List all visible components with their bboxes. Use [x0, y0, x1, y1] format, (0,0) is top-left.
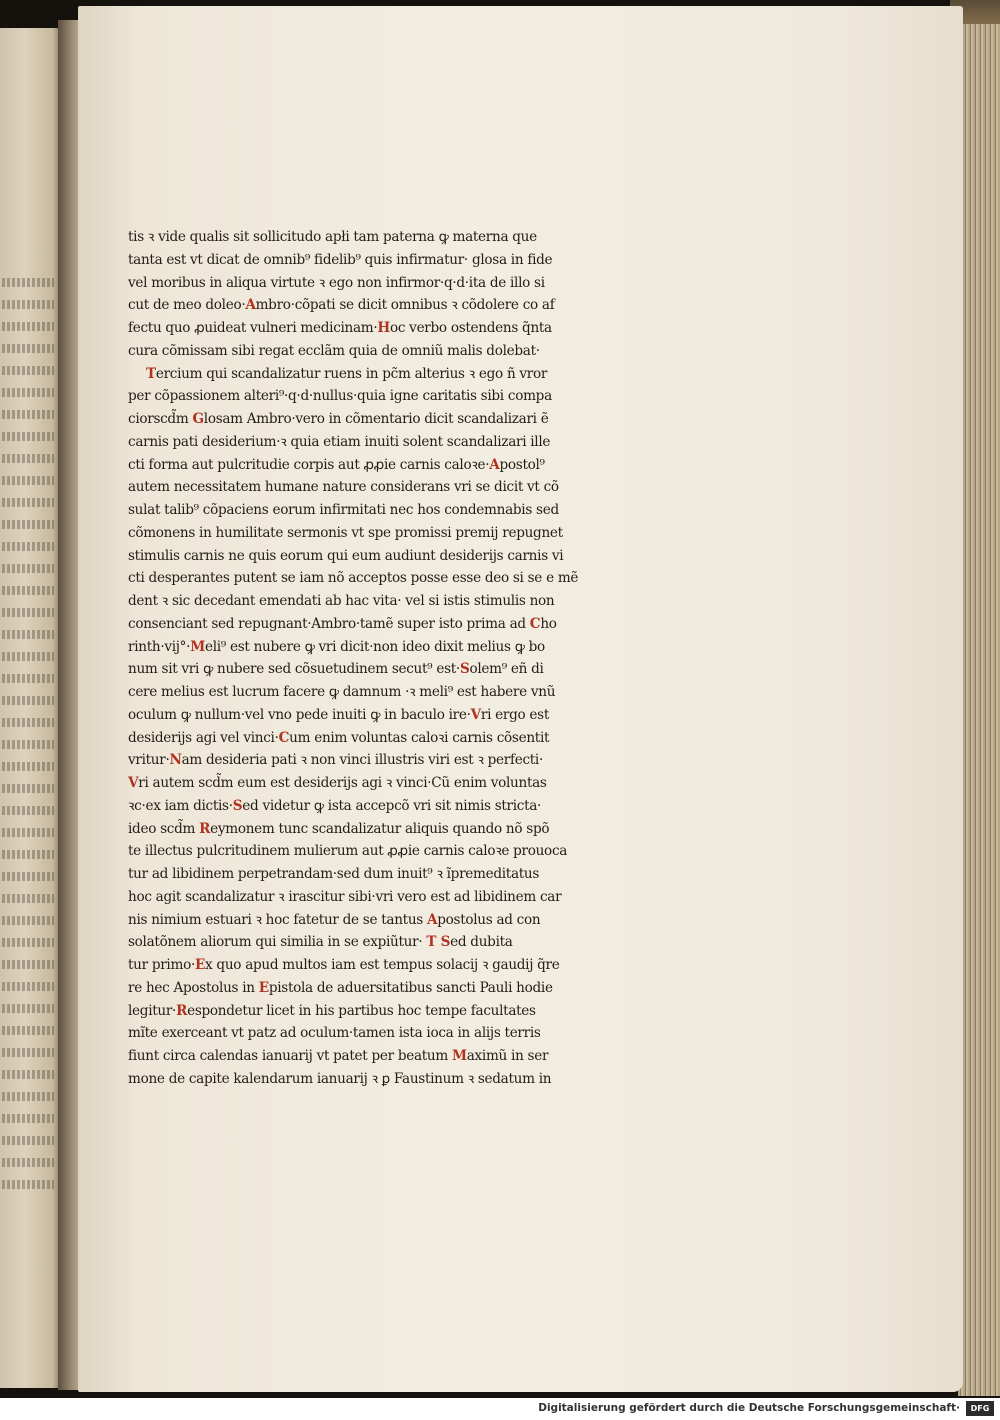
- line-text: nis nimium estuari ꝛ hoc fatetur de se tantus: [128, 911, 427, 928]
- line-text-continuation: ho: [540, 615, 557, 632]
- line-text-continuation: oc verbo ostendens q̃nta: [389, 320, 552, 336]
- line-text-continuation: ercium qui scandalizatur ruens in pc̃m alterius ꝛ ego ñ vror: [155, 365, 548, 382]
- line-text: cõmonens in humilitate sermonis vt spe promissi premij repugnet: [128, 524, 563, 541]
- text-line: [128, 795, 740, 818]
- left-page-text-fragment: [2, 498, 54, 507]
- left-page-text-fragment: [2, 784, 54, 793]
- text-line: [128, 727, 740, 750]
- left-page-text-fragment: [2, 1180, 54, 1189]
- line-text-continuation: olem⁹ eñ di: [469, 661, 544, 678]
- text-line: [128, 522, 740, 545]
- text-line: [128, 658, 740, 681]
- left-facing-page: [0, 28, 62, 1388]
- text-line: [128, 272, 740, 295]
- rubricated-initial: V: [470, 706, 481, 723]
- line-text-continuation: ed dubita: [450, 934, 513, 951]
- left-page-text-fragment: [2, 1114, 54, 1123]
- text-line: [128, 363, 740, 386]
- text-line: [128, 1022, 740, 1045]
- text-line: [128, 294, 740, 317]
- line-text: hoc agit scandalizatur ꝛ irascitur sibi·vri vero est ad libidinem car: [128, 888, 562, 905]
- left-page-text-fragment: [2, 850, 54, 859]
- left-page-text-fragment: [2, 696, 54, 705]
- line-text: cut de meo doleo·: [128, 297, 246, 314]
- line-text: tur ad libidinem perpetrandam·sed dum inuit⁹ ꝛ ĩpremeditatus: [128, 866, 540, 882]
- line-text-continuation: um enim voluntas caloꝛi carnis cõsentit: [289, 729, 550, 746]
- text-line: [128, 1045, 740, 1068]
- text-line: [128, 249, 740, 272]
- line-text: cere melius est lucrum facere ꝙ damnum ·ꝛ meli⁹ est habere vnũ: [128, 684, 556, 700]
- left-page-text-fragment: [2, 410, 54, 419]
- left-page-text-fragment: [2, 718, 54, 727]
- left-page-text-fragment: [2, 454, 54, 463]
- text-line: [128, 954, 740, 977]
- line-text-continuation: eli⁹ est nubere ꝙ vri dicit·non ideo dixit melius ꝙ bo: [204, 638, 545, 655]
- left-page-text-fragment: [2, 652, 54, 661]
- text-column: [128, 226, 740, 1091]
- rubricated-initial: C: [529, 615, 541, 632]
- line-text: dent ꝛ sic decedant emendati ab hac vita· vel si istis stimulis non: [128, 593, 555, 609]
- line-text: cura cõmissam sibi regat ecclãm quia de omniũ malis dolebat·: [128, 342, 540, 359]
- footer-bar: [0, 1398, 1000, 1420]
- left-page-text-fragment: [2, 916, 54, 925]
- left-page-text-fragment: [2, 1158, 54, 1167]
- text-line: [128, 863, 740, 886]
- text-line: [128, 340, 740, 363]
- line-text: tur primo·: [128, 957, 195, 973]
- left-page-text-fragment: [2, 278, 54, 287]
- left-page-text-fragment: [2, 1048, 54, 1057]
- left-page-text-fragment: [2, 982, 54, 991]
- line-text: stimulis carnis ne quis eorum qui eum audiunt desiderijs carnis vi: [128, 547, 564, 564]
- text-line: [128, 226, 740, 249]
- left-page-text-fragment: [2, 894, 54, 903]
- left-page-text-fragment: [2, 608, 54, 617]
- rubricated-initial: V: [128, 775, 139, 791]
- text-line: [128, 704, 740, 727]
- text-line: [128, 454, 740, 477]
- left-page-text-fragment: [2, 586, 54, 595]
- line-text: num sit vri ꝙ nubere sed cõsuetudinem secut⁹ est·: [128, 661, 460, 678]
- rubricated-initial: A: [245, 297, 256, 314]
- rubricated-initial: C: [278, 729, 290, 746]
- left-page-text-fragment: [2, 322, 54, 331]
- text-line: [128, 840, 740, 863]
- line-text: tanta est vt dicat de omnib⁹ fidelib⁹ quis infirmatur· glosa in fide: [128, 251, 553, 268]
- text-line: [128, 749, 740, 772]
- left-page-text-fragment: [2, 872, 54, 881]
- line-text: rinth·vij°·: [128, 638, 191, 655]
- rubricated-initial: E: [194, 957, 206, 973]
- line-text-continuation: ed videtur ꝙ ista accepcõ vri sit nimis stricta·: [242, 797, 542, 814]
- rubricated-initial: N: [169, 752, 182, 769]
- line-text: consenciant sed repugnant·Ambro·tamẽ super isto prima ad: [128, 615, 530, 632]
- rubricated-initial: M: [452, 1048, 467, 1064]
- text-line: [128, 613, 740, 636]
- text-line: [128, 408, 740, 431]
- line-text-continuation: am desideria pati ꝛ non vinci illustris viri est ꝛ perfecti·: [181, 752, 544, 769]
- left-page-text-fragment: [2, 740, 54, 749]
- left-page-text-fragment: [2, 1004, 54, 1013]
- left-page-text-fragment: [2, 520, 54, 529]
- line-text: ꝛc·ex iam dictis·: [128, 797, 233, 814]
- line-text: ciorscd̃m: [128, 411, 193, 427]
- line-text: ideo scd̃m: [128, 820, 200, 837]
- left-page-text-fragment: [2, 476, 54, 485]
- line-text: desiderijs agi vel vinci·: [128, 729, 279, 746]
- line-text-continuation: losam Ambro·vero in cõmentario dicit scandalizari ẽ: [203, 411, 549, 427]
- left-page-text-fragment: [2, 344, 54, 353]
- line-text: sulat talib⁹ cõpaciens eorum infirmitati nec hos condemnabis sed: [128, 502, 559, 518]
- text-line: [128, 886, 740, 909]
- left-page-text-fragment: [2, 1026, 54, 1035]
- line-text-continuation: ri ergo est: [480, 706, 550, 723]
- line-text-continuation: postol⁹: [499, 456, 545, 473]
- line-text-continuation: mbro·cõpati se dicit omnibus ꝛ cõdolere co af: [255, 297, 555, 314]
- left-page-text-fragment: [2, 828, 54, 837]
- rubricated-initial: T: [146, 365, 156, 382]
- text-line: [128, 636, 740, 659]
- text-line: [128, 499, 740, 522]
- text-line: [128, 567, 740, 590]
- line-text-continuation: pistola de aduersitatibus sancti Pauli hodie: [268, 979, 553, 996]
- text-line: [128, 818, 740, 841]
- text-line: [128, 590, 740, 613]
- text-line: [128, 476, 740, 499]
- left-page-text-fragment: [2, 1136, 54, 1145]
- line-text: per cõpassionem alteri⁹·q·d·nullus·quia igne caritatis sibi compa: [128, 388, 552, 405]
- line-text: legitur·: [128, 1002, 177, 1019]
- rubricated-initial: G: [192, 411, 204, 427]
- line-text: solatõnem aliorum qui similia in se expiũtur·: [128, 934, 427, 951]
- funding-credit: Digitalisierung gefördert durch die Deutsche Forschungsgemeinschaft·: [538, 1402, 960, 1414]
- line-text: re hec Apostolus in: [128, 979, 259, 996]
- line-text-continuation: espondetur licet in his partibus hoc tempe facultates: [187, 1002, 536, 1019]
- rubricated-initial: H: [377, 320, 390, 336]
- text-line: [128, 431, 740, 454]
- left-page-text-fragment: [2, 630, 54, 639]
- text-line: [128, 545, 740, 568]
- left-page-text-fragment: [2, 1070, 54, 1079]
- line-text: cti forma aut pulcritudie corpis aut ꝓꝓie carnis caloꝛe·: [128, 456, 490, 473]
- left-page-text-fragment: [2, 564, 54, 573]
- line-text: fiunt circa calendas ianuarij vt patet per beatum: [128, 1048, 452, 1064]
- line-text-continuation: aximũ in ser: [466, 1048, 549, 1064]
- line-text: cti desperantes putent se iam nõ acceptos posse esse deo si se e mẽ: [128, 570, 579, 587]
- left-page-text-fragment: [2, 388, 54, 397]
- text-line: [128, 909, 740, 932]
- left-page-text-fragment: [2, 432, 54, 441]
- line-text: mone de capite kalendarum ianuarij ꝛ ꝑ Faustinum ꝛ sedatum in: [128, 1070, 552, 1087]
- line-text: oculum ꝙ nullum·vel vno pede inuiti ꝙ in baculo ire·: [128, 706, 471, 723]
- rubricated-initial: E: [258, 979, 269, 996]
- rubricated-initial: R: [199, 820, 211, 837]
- rubricated-initial: A: [426, 911, 438, 928]
- line-text: vritur·: [128, 752, 170, 769]
- line-text: autem necessitatem humane nature considerans vri se dicit vt cõ: [128, 479, 559, 496]
- text-line: [128, 772, 740, 795]
- left-page-text-fragment: [2, 806, 54, 815]
- rubricated-initial: A: [489, 456, 500, 473]
- rubricated-initial: T S: [426, 934, 451, 951]
- line-text: te illectus pulcritudinem mulierum aut ꝓꝓie carnis caloꝛe prouoca: [128, 843, 568, 860]
- line-text-continuation: postolus ad con: [437, 911, 541, 928]
- left-page-text-fragment: [2, 674, 54, 683]
- line-text: tis ꝛ vide qualis sit sollicitudo apłi tam paterna ꝙ materna que: [128, 229, 537, 245]
- text-line: [128, 1068, 740, 1091]
- text-line: [128, 977, 740, 1000]
- text-line: [128, 681, 740, 704]
- text-line: [128, 931, 740, 954]
- line-text: mĩte exerceant vt patz ad oculum·tamen ista ioca in alijs terris: [128, 1025, 541, 1042]
- rubricated-initial: S: [459, 661, 470, 678]
- left-page-text-fragment: [2, 366, 54, 375]
- dfg-logo: DFG: [966, 1401, 994, 1416]
- left-page-text-fragment: [2, 1092, 54, 1101]
- line-text-continuation: x quo apud multos iam est tempus solacij ꝛ gaudij q̃re: [205, 957, 560, 973]
- text-line: [128, 317, 740, 340]
- rubricated-initial: S: [232, 797, 243, 814]
- line-text: vel moribus in aliqua virtute ꝛ ego non infirmor·q·d·ita de illo si: [128, 274, 545, 291]
- rubricated-initial: R: [176, 1002, 188, 1019]
- left-page-text-fragment: [2, 960, 54, 969]
- left-page-text-fragment: [2, 938, 54, 947]
- text-line: [128, 1000, 740, 1023]
- left-page-text-fragment: [2, 762, 54, 771]
- left-page-text-fragment: [2, 300, 54, 309]
- line-text-continuation: ri autem scd̃m eum est desiderijs agi ꝛ vinci·Cũ enim voluntas: [138, 775, 547, 791]
- line-text: fectu quo ꝓuideat vulneri medicinam·: [128, 320, 378, 336]
- fore-edge: [958, 24, 1000, 1396]
- left-page-text-fragment: [2, 542, 54, 551]
- rubricated-initial: M: [190, 638, 205, 655]
- line-text-continuation: eymonem tunc scandalizatur aliquis quando nõ spõ: [210, 820, 550, 837]
- text-line: [128, 385, 740, 408]
- line-text: carnis pati desiderium·ꝛ quia etiam inuiti solent scandalizari ille: [128, 433, 551, 450]
